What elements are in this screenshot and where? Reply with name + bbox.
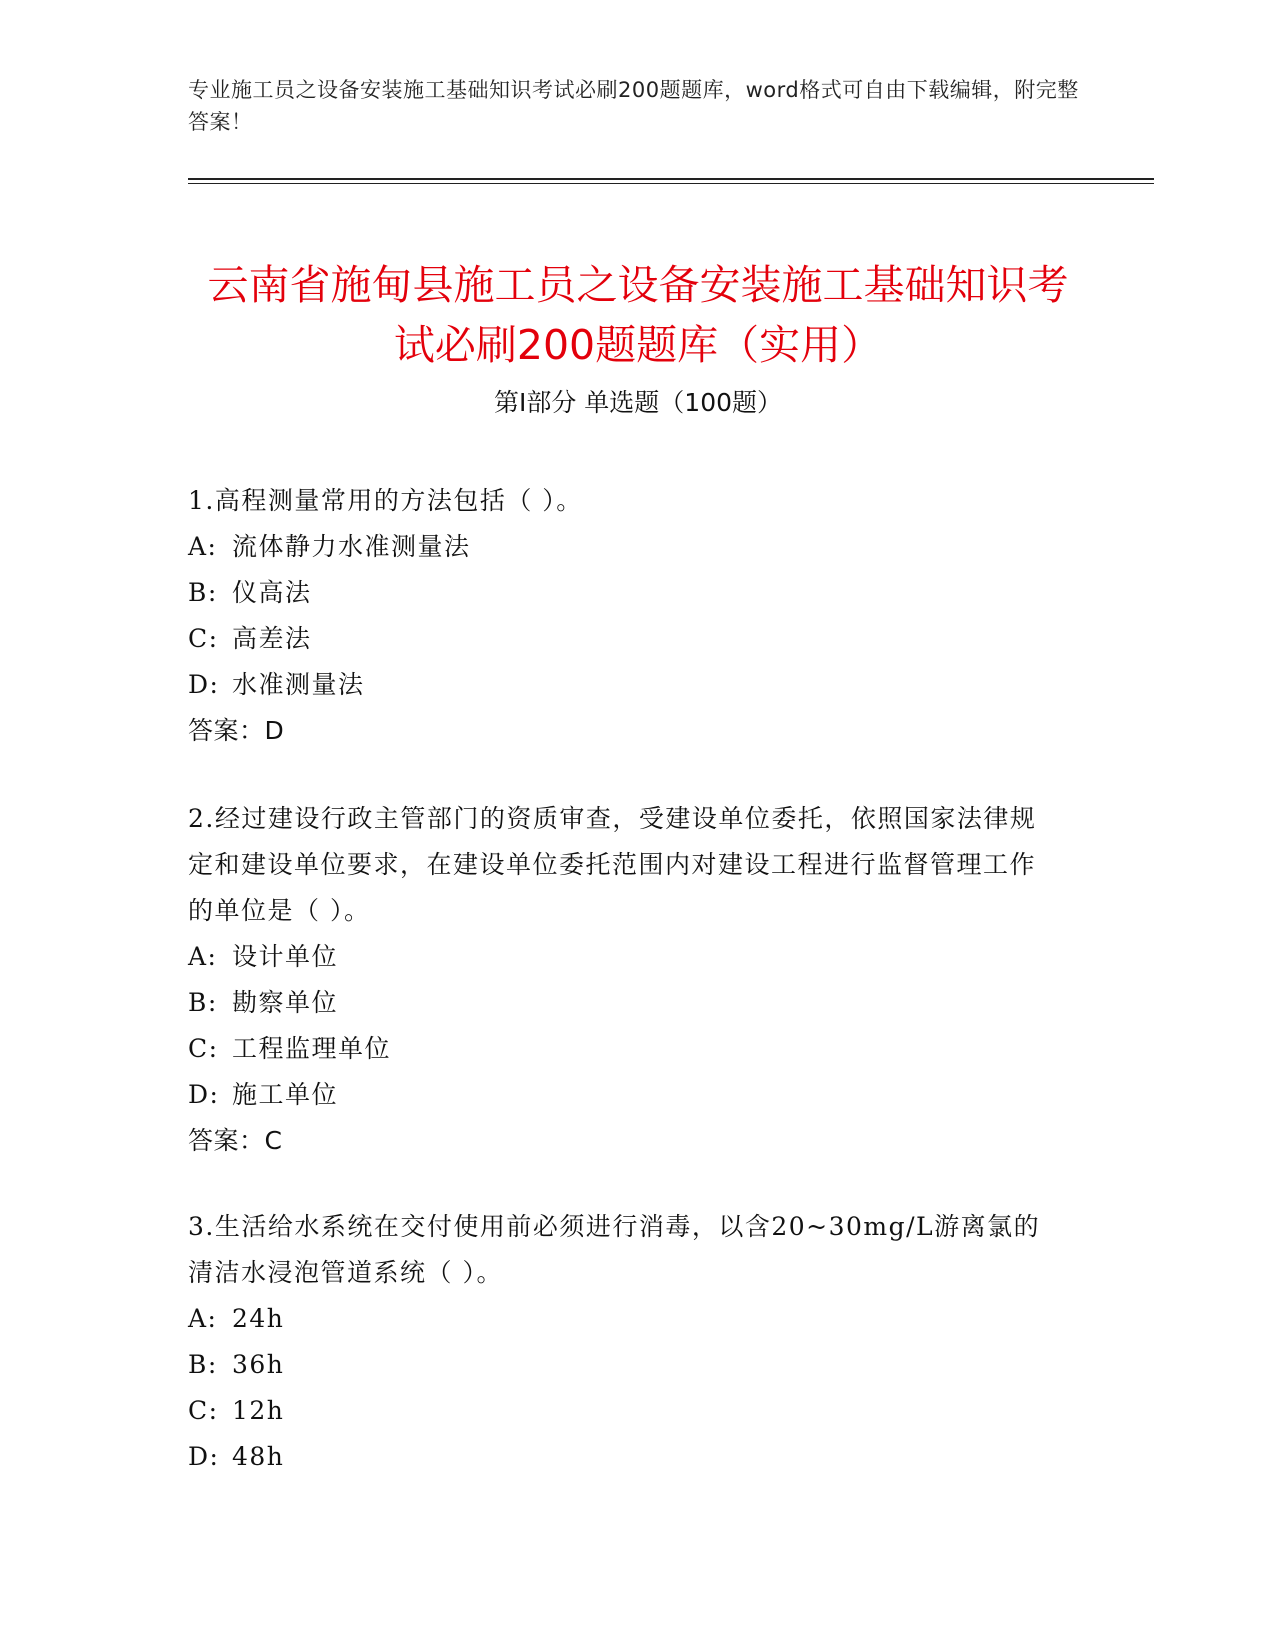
option-label: B: [188, 578, 218, 607]
option-label: B: [188, 988, 218, 1017]
option-d [188, 1072, 1058, 1118]
option-text: 勘察单位 [232, 988, 339, 1017]
option-text: 高差法 [232, 624, 312, 653]
option-label: C: [188, 1396, 219, 1425]
option-text: 仪高法 [232, 578, 312, 607]
option-label: C: [188, 624, 219, 653]
question-stem: 1.高程测量常用的方法包括（ ）。 [188, 486, 583, 515]
option-c [188, 1026, 1058, 1072]
option-c [188, 1388, 1058, 1434]
option-text: 设计单位 [232, 942, 339, 971]
option-a [188, 934, 1058, 980]
option-b [188, 570, 1058, 616]
option-text: 工程监理单位 [232, 1034, 392, 1063]
option-a [188, 524, 1058, 570]
header-rule-thin [188, 183, 1154, 184]
option-label: D: [188, 1442, 220, 1471]
option-text: 24h [232, 1304, 285, 1333]
question-stem: 2.经过建设行政主管部门的资质审查，受建设单位委托，依照国家法律规定和建设单位要求，在建设单位委托范围内对建设工程进行监督管理工作的单位是（ ）。 [188, 804, 1037, 925]
question-stem: 3.生活给水系统在交付使用前必须进行消毒，以含20~30mg/L游离氯的清洁水浸泡管道系统（ ）。 [188, 1212, 1041, 1287]
option-d [188, 662, 1058, 708]
header-rule-thick [188, 178, 1154, 180]
document-title: 云南省施甸县施工员之设备安装施工基础知识考试必刷200题题库（实用） [207, 261, 1069, 370]
question-1 [188, 478, 1058, 754]
option-text: 36h [232, 1350, 285, 1379]
header-note: 专业施工员之设备安装施工基础知识考试必刷200题题库，word格式可自由下载编辑，附完整答案！ [188, 78, 1079, 134]
question-2 [188, 796, 1058, 1164]
option-label: B: [188, 1350, 218, 1379]
option-c [188, 616, 1058, 662]
option-label: A: [188, 532, 218, 561]
option-text: 施工单位 [232, 1080, 339, 1109]
option-label: C: [188, 1034, 219, 1063]
answer: 答案：C [188, 1126, 283, 1155]
option-b [188, 980, 1058, 1026]
answer: 答案：D [188, 716, 285, 745]
option-a [188, 1296, 1058, 1342]
option-b [188, 1342, 1058, 1388]
question-3 [188, 1204, 1058, 1480]
option-text: 水准测量法 [232, 670, 365, 699]
option-label: D: [188, 1080, 220, 1109]
option-text: 48h [232, 1442, 285, 1471]
option-label: D: [188, 670, 220, 699]
option-label: A: [188, 942, 218, 971]
section-title: 第Ⅰ部分 单选题（100题） [493, 388, 783, 417]
option-label: A: [188, 1304, 218, 1333]
option-d [188, 1434, 1058, 1480]
option-text: 12h [232, 1396, 285, 1425]
option-text: 流体静力水准测量法 [232, 532, 471, 561]
